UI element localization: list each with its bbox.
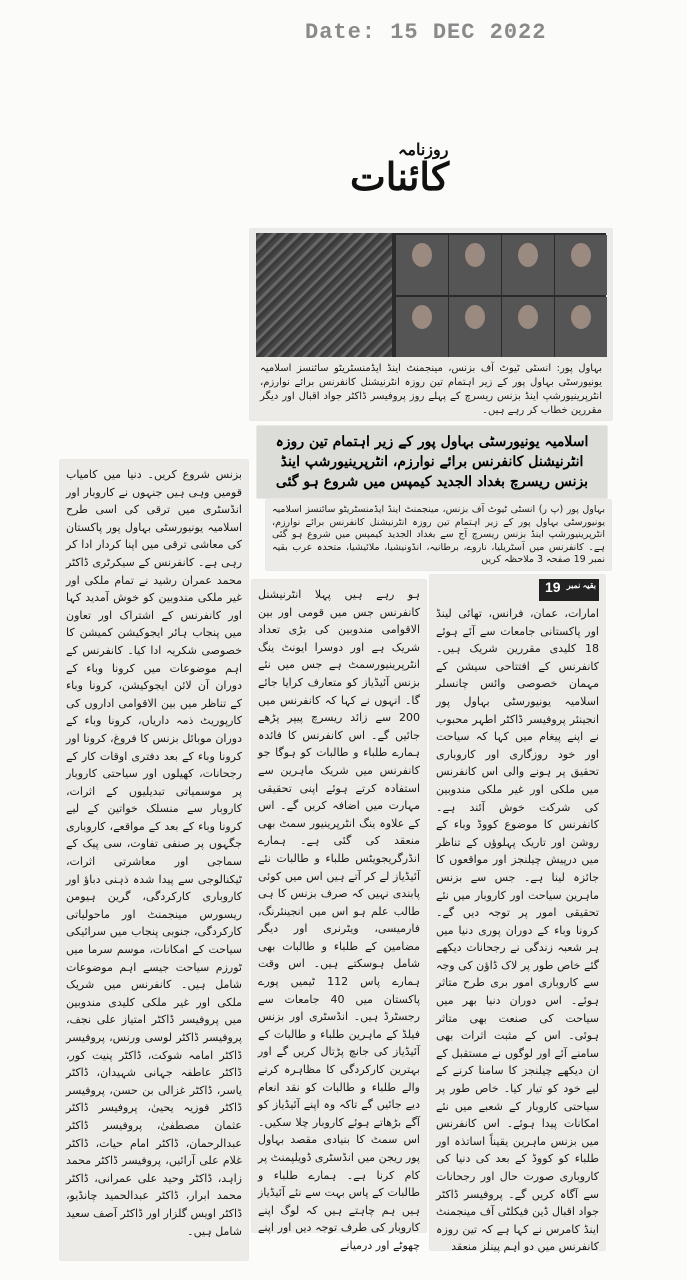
speaker-photo: [555, 235, 607, 295]
speaker-photo: [449, 297, 501, 357]
column-text: ہو رہے ہیں پہلا انٹرنیشنل کانفرنس جس میں قومی اور بین الاقوامی مندوبین کی بڑی تعداد شریک ہے اور دوسرا ایونٹ ینگ انٹرپرینیورسمٹ ہے جس میں نئے بزنس آئیڈیاز کو متعارف کرایا جائے گا۔ انہوں نے کہا کہ کانفرنس میں 200 سے زائد ریسرچ پیپر پڑھے جائیں گے۔ اس کانفرنس کا فائدہ ہمارے طلباء و طالبات کو ہوگا جو کانفرنس میں شریک ماہرین سے استفادہ کرتے ہوئے اپنی تحقیقی مہارت میں اضافہ کریں گے۔ اس کے علاوہ ینگ انٹرپرینیور سمٹ بھی منعقد کی گئی ہے۔ ہمارے انڈرگریجویٹس طلباء و طالبات نئے آئیڈیاز لے کر آتے ہیں اس میں کوئی پابندی نہیں کہ صرف بزنس کا ہی طالب علم ہو اس میں انجینئرنگ، فارمیسی، ویٹرنری اور دیگر مضامین کے طلباء و طالبات بھی شامل ہوسکتے ہیں۔ اس وقت ہمارے پاس 112 ٹیمیں پورے پاکستان میں 40 جامعات سے رجسٹرڈ ہیں۔ انڈسٹری اور بزنس فیلڈ کے ماہرین طلباء و طالبات کے آئیڈیاز کی جانچ پڑتال کریں گے اور بہترین کارکردگی کا مظاہرہ کرنے والے طلباء و طالبات کو نقد انعام دیے جائیں گے تاکہ وہ اپنے آئیڈیاز کو آگے بڑھاتے ہوئے کاروبار چلا سکیں۔ اس سمٹ کا بنیادی مقصد بہاول پور ریجن میں انڈسٹری ڈویلپمنٹ پر کام کرنا ہے۔ ہمارے طلباء و طالبات کے پاس بہت سے نئے آئیڈیاز ہیں ہم چاہتے ہیں کہ لوگ اپنے کاروبار کی طرف توجہ دیں اور اپنے چھوٹے اور درمیانے: [258, 588, 421, 1252]
continuation-badge: [539, 579, 599, 601]
event-photo: [256, 233, 606, 357]
article-lead: بہاول پور (پ ر) انسٹی ٹیوٹ آف بزنس، مینجمنٹ اینڈ ایڈمنسٹریٹو سائنسز اسلامیہ یونیورسٹی بہاول پور کے زیر اہتمام تین روزہ انٹرنیشنل کانفرنس برائے نوارزم، انٹرپرینیورشپ اینڈ بزنس ریسرچ آج سے بغداد الجدید کیمپس میں شروع ہو گئی ہے۔ کانفرنس میں آسٹریلیا، ناروے، برطانیہ، انڈونیشیا، ملائیشیا، متحدہ عرب بقیہ نمبر 19 صفحہ 3 ملاحظہ کریں: [272, 504, 605, 565]
speaker-photo: [396, 235, 448, 295]
masthead-name: کائنات: [350, 154, 450, 199]
column-text: امارات، عمان، فرانس، تھائی لینڈ اور پاکستانی جامعات سے آئے ہوئے 18 کلیدی مقررین شریک ہیں۔ کانفرنس کے افتتاحی سیشن کے مہمان خصوصی وائس چانسلر اسلامیہ یونیورسٹی بہاول پور انجینئر پروفیسر ڈاکٹر اطہر محبوب نے اپنے پیغام میں کہا کہ سیاحت اور خود روزگاری اور کاروباری تحقیق پر ہونے والی اس کانفرنس میں ملکی اور غیر ملکی مندوبین کی شرکت خوش آئند ہے۔ کانفرنس کا موضوع کووڈ وباء کے روشن اور تاریک پہلوؤں کے تناظر میں درپیش چیلنجز اور مواقعوں کا جائزہ لینا ہے۔ جس سے بزنس ماہرین سیاحت اور کاروبار میں نئے تحقیقی امور پر توجہ دیں گے۔ کرونا وباء کے دوران پوری دنیا میں ہر شعبہ زندگی نے رجحانات دیکھے گئے خاص طور پر لاک ڈاؤن کی وجہ سے کاروباری امور بری طرح متاثر ہوئے۔ اس دوران دنیا بھر میں سیاحت کی صنعت بھی متاثر ہوئی۔ اس کے مثبت اثرات بھی سامنے آئے اور لوگوں نے مستقبل کے ان دیکھے چیلنجز کا سامنا کرنے کے لیے خود کو تیار کیا۔ خاص طور پر سیاحتی کاروبار کے شعبے میں نئے امکانات پیدا ہوئے۔ اس کانفرنس میں بزنس ماہرین یقیناً اساتذہ اور طلباء کو کووڈ کے بعد کی دنیا کی کاروباری صورت حال اور رجحانات سے آگاہ کریں گے۔ پروفیسر ڈاکٹر جواد اقبال ڈین فیکلٹی آف مینجمنٹ اینڈ کامرس نے کہا ہے کہ تین روزہ کانفرنس میں دو اہم پینلز منعقد: [436, 607, 599, 1254]
article-column-left: [60, 460, 248, 1260]
masthead-prefix: روزنامہ: [398, 140, 449, 159]
speaker-photo: [449, 235, 501, 295]
headline-clipping: [257, 426, 607, 498]
badge-number: 19: [545, 579, 561, 595]
article-headline: اسلامیہ یونیورسٹی بہاول پور کے زیر اہتمام تین روزہ انٹرنیشنل کانفرنس برائے نوارزم، انٹرپرینیورشپ اینڈ بزنس ریسرچ بغداد الجدید کیمپس میں شروع ہو گئی: [275, 434, 589, 490]
date-stamp: Date: 15 DEC 2022: [305, 20, 547, 45]
audience-photo: [256, 233, 392, 357]
photo-clipping: [250, 229, 612, 420]
speaker-photo: [502, 235, 554, 295]
column-text: بزنس شروع کریں۔ دنیا میں کامیاب قومیں وہی ہیں جنہوں نے کاروبار اور انڈسٹری میں ترقی کی اسی طرح اسلامیہ یونیورسٹی بہاول پور پاکستان کی معاشی ترقی میں اپنا کردار ادا کر رہی ہے۔ کانفرنس کے سیکرٹری ڈاکٹر محمد عمران رشید نے تمام ملکی اور غیر ملکی مندوبین کو خوش آمدید کہا اور کانفرنس کے اشتراک اور تعاون میں پنجاب ہائر ایجوکیشن کمیشن کا خصوصی شکریہ ادا کیا۔ کانفرنس کے اہم موضوعات میں کرونا وباء کے دوران آن لائن ایجوکیشن، کرونا وباء کے تناظر میں بین الاقوامی اداروں کی کارپوریٹ ذمہ داریاں، کرونا وباء کے دوران موبائل بزنس کا فروغ، کرونا اور کرونا وباء کے بعد دفتری اوقات کار کے رجحانات، کھیلوں اور سیاحتی کاروبار پر موسمیاتی تبدیلیوں کے اثرات، کاروبار سے منسلک خواتین کے لیے کرونا وباء کے بعد کے مواقعے، کاروباری جگہوں پر صنفی تفاوت، سی پیک کے سماجی اور معاشرتی اثرات، ٹیکنالوجی سے پیدا شدہ ذہنی دباؤ اور کاروباری کارکردگی، گرین ہیومن ریسورس مینجمنٹ اور ماحولیاتی کارکردگی، جنوبی پنجاب میں سرائیکی سیاحت کے امکانات، موسم سرما میں ٹورزم سیاحت جیسے اہم موضوعات شامل ہیں۔ کانفرنس میں شریک ملکی اور غیر ملکی کلیدی مندوبین میں پروفیسر ڈاکٹر امتیاز علی نجف، پروفیسر ڈاکٹر لوسی ورنس، پروفیسر ڈاکٹر امامہ شوکت، ڈاکٹر پنیت کور، ڈاکٹر عاطفہ جہانی شہیدان، ڈاکٹر یاسر، ڈاکٹر غزالی بن حسن، پروفیسر ڈاکٹر فوزیہ یحییٰ، پروفیسر ڈاکٹر عثمان مصطفیٰ، پروفیسر ڈاکٹر عبدالرحمان، ڈاکٹر امام حیات، ڈاکٹر غلام علی آرائیں، پروفیسر ڈاکٹر محمد زاہد، ڈاکٹر وحید علی عمرانی، ڈاکٹر محمد ابرار، ڈاکٹر عبدالحمید چانڈیو، ڈاکٹر اویس گلزار اور ڈاکٹر آصف سعید شامل ہیں۔: [66, 468, 242, 1238]
article-column-middle: [252, 580, 426, 1252]
badge-label: بقیہ نمبر: [566, 581, 596, 590]
byline-clipping: [266, 500, 611, 570]
photo-caption: بہاول پور: انسٹی ٹیوٹ آف بزنس، مینجمنٹ اینڈ ایڈمنسٹریٹو سائنسز اسلامیہ یونیورسٹی بہاول پور کے زیر اہتمام تین روزہ انٹرنیشنل کانفرنس برائے نوارزم، انٹرپرینیورشپ اینڈ بزنس ریسرچ کے پہلے روز پروفیسر ڈاکٹر جواد اقبال اور دیگر مقررین خطاب کر رہے ہیں۔: [260, 363, 602, 416]
article-column-right: [430, 575, 605, 1254]
speaker-photo: [396, 297, 448, 357]
speaker-photo: [502, 297, 554, 357]
speaker-photo: [555, 297, 607, 357]
newspaper-masthead: [340, 140, 480, 210]
